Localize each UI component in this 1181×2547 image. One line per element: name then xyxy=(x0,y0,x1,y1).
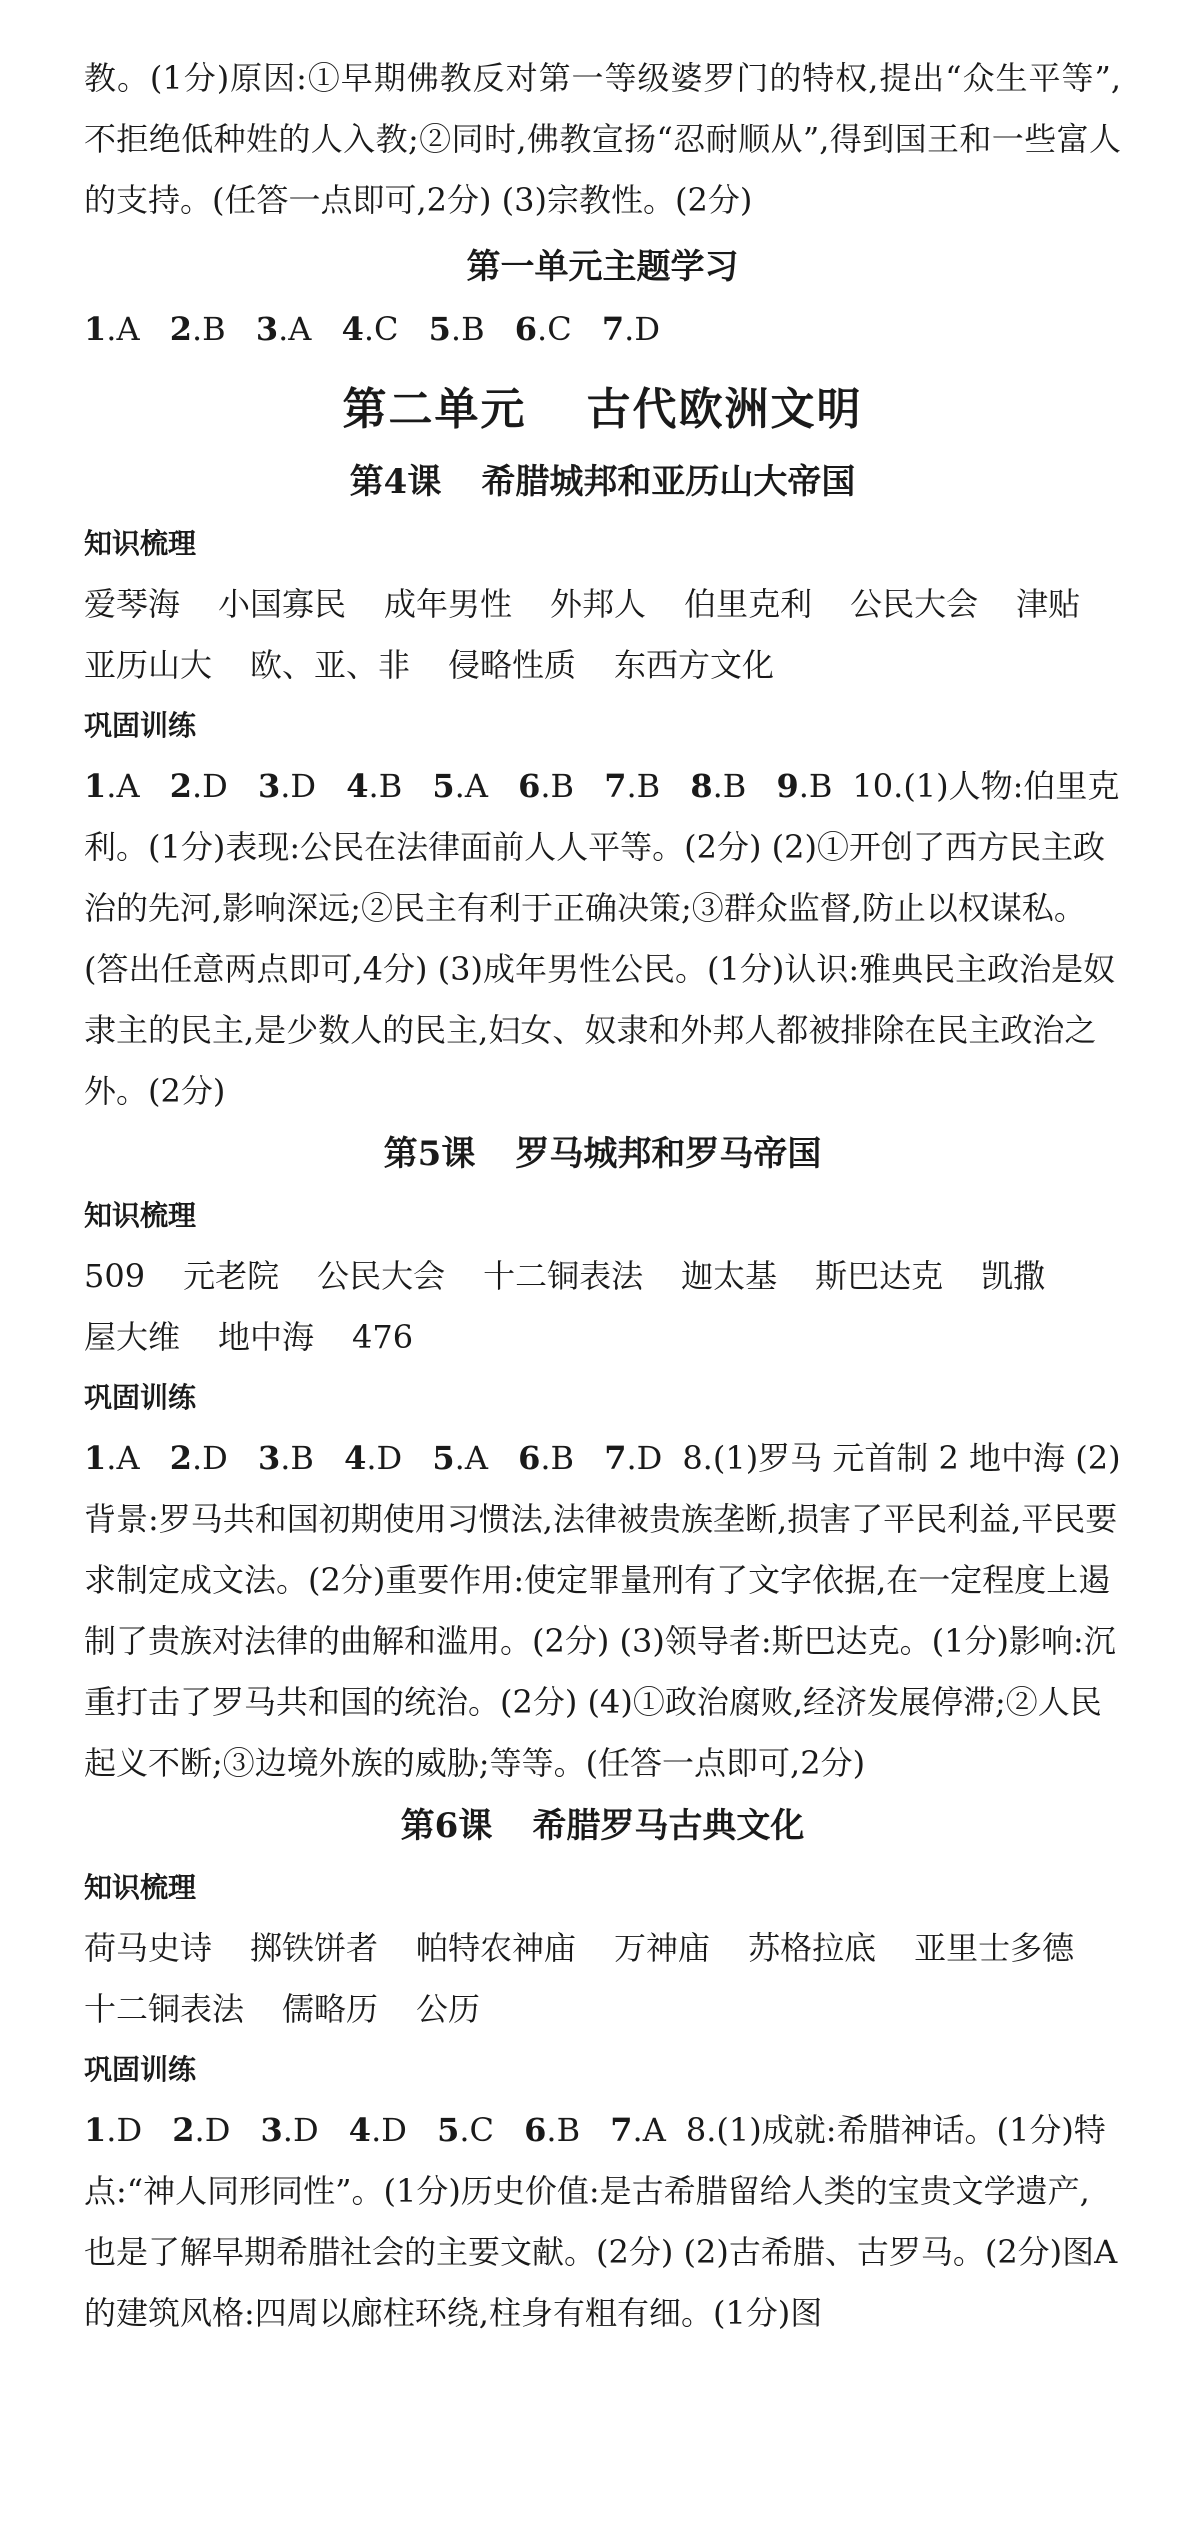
unit1-review-answers xyxy=(84,299,1121,360)
answer-item: 4.B xyxy=(346,767,403,805)
term: 小国寡民 xyxy=(218,585,347,623)
answer-item: 5.B xyxy=(428,310,485,348)
answer-item: 3.A xyxy=(255,310,312,348)
term: 476 xyxy=(352,1318,414,1356)
answer-item: 7.D xyxy=(604,1439,663,1477)
answer-item: 4.C xyxy=(341,310,399,348)
lesson4-title: 第4课 希腊城邦和亚历山大帝国 xyxy=(349,462,856,502)
term: 侵略性质 xyxy=(448,646,577,684)
answer-item: 2.B xyxy=(169,310,226,348)
unit1-review-title: 第一单元主题学习 xyxy=(466,247,739,287)
term: 苏格拉底 xyxy=(748,1929,877,1967)
answer-item: 7.A xyxy=(610,2111,666,2149)
term: 欧、亚、非 xyxy=(250,646,411,684)
answer-item: 7.D xyxy=(601,310,660,348)
lesson4-practice-head: 巩固训练 xyxy=(84,709,197,742)
term: 迦太基 xyxy=(681,1257,778,1295)
term: 公民大会 xyxy=(317,1257,446,1295)
term: 地中海 xyxy=(218,1318,315,1356)
term: 津贴 xyxy=(1016,585,1081,623)
term: 公民大会 xyxy=(850,585,979,623)
term: 东西方文化 xyxy=(614,646,775,684)
answer-item: 8.B xyxy=(690,767,747,805)
answer-item: 9.B xyxy=(776,767,833,805)
lesson5-explanation: 8.(1)罗马 元首制 2 地中海 (2)背景:罗马共和国初期使用习惯法,法律被贵族垄断,损害了平民利益,平民要求制定成文法。(2分)重要作用:使定罪量刑有了文字依据,在一定程度上遏制了贵族对法律的曲解和滥用。(2分) (3)领导者:斯巴达克。(1分)影响:沉重打击了罗马共和国的统治。(2分) (4)①政治腐败,经济发展停滞;②人民起义不断;③边境外族的威胁;等等。(任答一点即可,2分) xyxy=(84,1439,1121,1782)
answer-item: 1.A xyxy=(84,310,140,348)
answer-item: 3.D xyxy=(257,767,317,805)
lesson6-knowledge-head: 知识梳理 xyxy=(84,1871,197,1904)
term: 掷铁饼者 xyxy=(250,1929,379,1967)
term: 十二铜表法 xyxy=(84,1990,245,2028)
term: 帕特农神庙 xyxy=(416,1929,577,1967)
term: 荷马史诗 xyxy=(84,1929,213,1967)
answer-item: 7.B xyxy=(604,767,661,805)
lesson6-title: 第6课 希腊罗马古典文化 xyxy=(400,1806,805,1846)
term: 509 xyxy=(84,1257,146,1295)
answer-item: 5.C xyxy=(437,2111,494,2149)
intro-continuation: 教。(1分)原因:①早期佛教反对第一等级婆罗门的特权,提出“众生平等”,不拒绝低种姓的人入教;②同时,佛教宣扬“忍耐顺从”,得到国王和一些富人的支持。(任答一点即可,2分) (3)宗教性。(2分) xyxy=(84,59,1121,219)
answer-item: 4.D xyxy=(344,1439,403,1477)
lesson5-answers xyxy=(84,1428,1121,1794)
answer-item: 3.B xyxy=(257,1439,314,1477)
term: 屋大维 xyxy=(84,1318,181,1356)
answer-item: 5.A xyxy=(432,767,488,805)
lesson4-explanation: 10.(1)人物:伯里克利。(1分)表现:公民在法律面前人人平等。(2分) (2)①开创了西方民主政治的先河,影响深远;②民主有利于正确决策;③群众监督,防止以权谋私。(答出任意两点即可,4分) (3)成年男性公民。(1分)认识:雅典民主政治是奴隶主的民主,是少数人的民主,妇女、奴隶和外邦人都被排除在民主政治之外。(2分) xyxy=(84,767,1120,1110)
answer-item: 6.C xyxy=(514,310,572,348)
term: 儒略历 xyxy=(282,1990,379,2028)
term: 外邦人 xyxy=(550,585,647,623)
lesson4-terms xyxy=(84,574,1121,696)
lesson5-knowledge-head: 知识梳理 xyxy=(84,1199,197,1232)
lesson4-knowledge-head: 知识梳理 xyxy=(84,527,197,560)
answer-item: 1.A xyxy=(84,1439,140,1477)
term: 公历 xyxy=(416,1990,481,2028)
lesson6-terms xyxy=(84,1918,1121,2040)
term: 爱琴海 xyxy=(84,585,181,623)
term: 亚里士多德 xyxy=(914,1929,1075,1967)
term: 亚历山大 xyxy=(84,646,213,684)
term: 十二铜表法 xyxy=(483,1257,644,1295)
answer-item: 1.A xyxy=(84,767,140,805)
lesson6-practice-head: 巩固训练 xyxy=(84,2053,197,2086)
term: 元老院 xyxy=(183,1257,280,1295)
lesson5-terms xyxy=(84,1246,1121,1368)
answer-item: 2.D xyxy=(169,1439,228,1477)
term: 斯巴达克 xyxy=(815,1257,944,1295)
term: 成年男性 xyxy=(384,585,513,623)
term: 伯里克利 xyxy=(684,585,813,623)
answer-item: 3.D xyxy=(260,2111,319,2149)
answer-item: 2.D xyxy=(172,2111,231,2149)
lesson5-title: 第5课 罗马城邦和罗马帝国 xyxy=(383,1134,822,1174)
answer-item: 1.D xyxy=(84,2111,143,2149)
term: 万神庙 xyxy=(614,1929,711,1967)
term: 凯撒 xyxy=(981,1257,1046,1295)
lesson6-answers xyxy=(84,2100,1121,2344)
lesson6-explanation: 8.(1)成就:希腊神话。(1分)特点:“神人同形同性”。(1分)历史价值:是古希腊留给人类的宝贵文学遗产,也是了解早期希腊社会的主要文献。(2分) (2)古希腊、古罗马。(2分)图A的建筑风格:四周以廊柱环绕,柱身有粗有细。(1分)图 xyxy=(84,2111,1118,2332)
unit2-title: 第二单元 古代欧洲文明 xyxy=(342,384,863,435)
answer-item: 2.D xyxy=(169,767,228,805)
answer-item: 6.B xyxy=(518,767,575,805)
lesson4-answers xyxy=(84,756,1121,1122)
answer-item: 5.A xyxy=(432,1439,488,1477)
answer-item: 4.D xyxy=(348,2111,407,2149)
answer-item: 6.B xyxy=(518,1439,575,1477)
lesson5-practice-head: 巩固训练 xyxy=(84,1381,197,1414)
answer-item: 6.B xyxy=(524,2111,581,2149)
